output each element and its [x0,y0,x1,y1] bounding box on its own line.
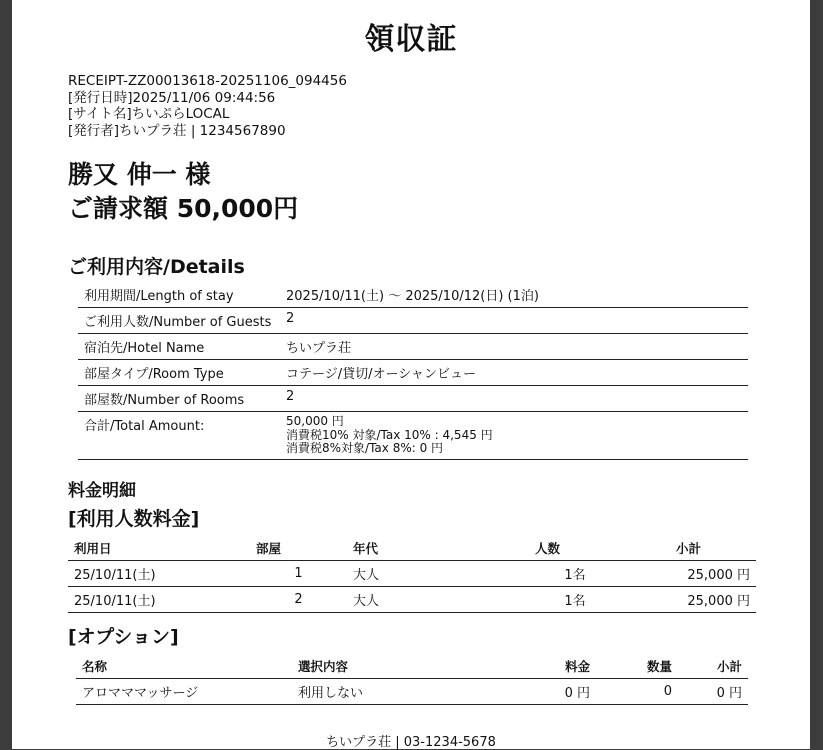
cell-option-name: アロマママッサージ [76,679,292,705]
issuer: [発行者]ちいプラ荘 | 1234567890 [68,122,286,139]
details-row [78,360,748,386]
table-header-row [76,654,748,679]
table-header-row [68,536,756,561]
cell-age: 大人 [347,561,529,587]
details-row [78,334,748,360]
customer-name: 勝又 伸一 様 [68,160,211,189]
table-row [76,679,748,705]
col-price: 料金 [504,654,596,679]
fee-heading: 料金明細 [68,481,136,501]
billing-amount: ご請求額 50,000円 [68,194,299,223]
col-selection: 選択内容 [292,654,504,679]
cell-date: 25/10/11(土) [68,587,250,613]
table-row [68,587,756,613]
cell-room: 1 [250,561,347,587]
cell-price: 0 円 [504,679,596,705]
options-heading: [オプション] [68,626,179,648]
cell-date: 25/10/11(土) [68,561,250,587]
details-value: ちいプラ荘 [280,334,748,360]
details-row [78,308,748,334]
details-label: 利用期間/Length of stay [78,282,280,308]
col-room: 部屋 [250,536,347,561]
details-row [78,282,748,308]
details-table [78,282,748,460]
col-option-name: 名称 [76,654,292,679]
options-table [76,654,748,705]
total-values [280,412,748,460]
col-count: 人数 [529,536,621,561]
col-qty: 数量 [596,654,678,679]
details-label: ご利用人数/Number of Guests [78,308,280,334]
col-date: 利用日 [68,536,250,561]
cell-qty: 0 [596,679,678,705]
persons-heading: [利用人数料金] [68,508,200,530]
details-label: 部屋数/Number of Rooms [78,386,280,412]
details-label: 宿泊先/Hotel Name [78,334,280,360]
col-subtotal: 小計 [621,536,756,561]
details-label: 部屋タイプ/Room Type [78,360,280,386]
cell-subtotal: 25,000 円 [621,587,756,613]
footer-contact: ちいプラ荘 | 03-1234-5678 [326,735,496,750]
total-label: 合計/Total Amount: [78,412,280,460]
details-value: コテージ/貸切/オーシャンビュー [280,360,748,386]
details-row [78,386,748,412]
tax-10: 消費税10% 対象/Tax 10% : 4,545 円 [286,427,493,442]
site-name: [サイト名]ちいぷらLOCAL [68,106,230,122]
cell-count: 1名 [529,561,621,587]
cell-option-subtotal: 0 円 [678,679,748,705]
details-total-row [78,412,748,460]
receipt-number: RECEIPT-ZZ00013618-20251106_094456 [68,73,347,89]
table-row [68,561,756,587]
persons-fee-table [68,536,756,613]
document-title: 領収証 [364,22,458,57]
cell-selection: 利用しない [292,679,504,705]
issued-datetime: [発行日時]2025/11/06 09:44:56 [68,89,276,106]
cell-age: 大人 [347,587,529,613]
col-option-subtotal: 小計 [678,654,748,679]
details-value: 2 [280,308,748,334]
total-amount: 50,000 円 [286,414,344,428]
details-value: 2 [280,386,748,412]
tax-8: 消費税8%対象/Tax 8%: 0 円 [286,441,444,455]
cell-subtotal: 25,000 円 [621,561,756,587]
details-value: 2025/10/11(土) ～ 2025/10/12(日) (1泊) [280,282,748,308]
details-heading: ご利用内容/Details [68,256,245,278]
receipt-meta [68,73,347,139]
col-age: 年代 [347,536,529,561]
cell-room: 2 [250,587,347,613]
customer-block [68,158,298,226]
receipt-page [12,0,810,749]
cell-count: 1名 [529,587,621,613]
